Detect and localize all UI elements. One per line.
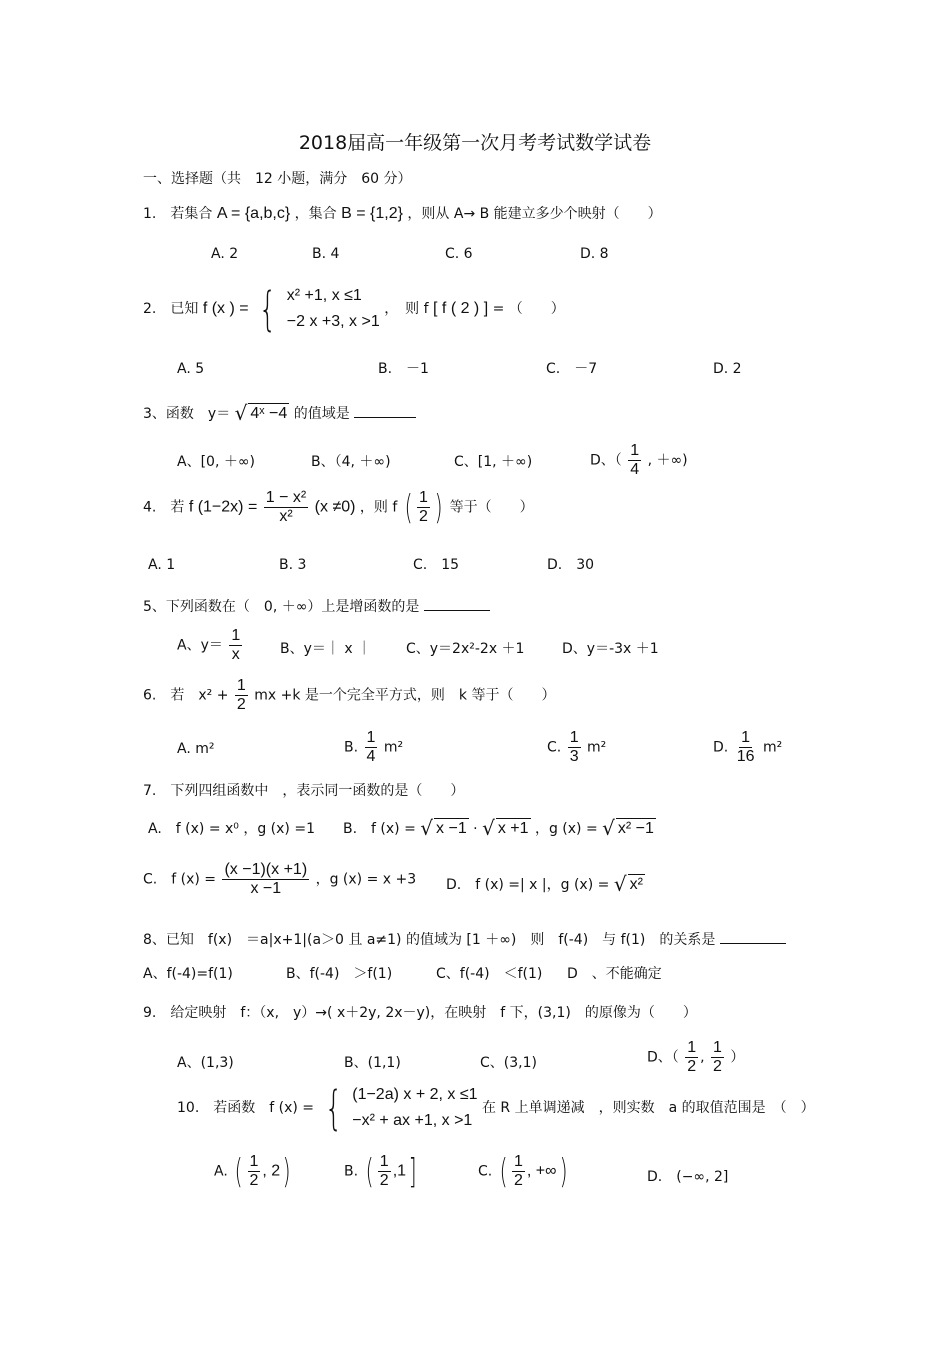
q4-option-a: A. 1: [148, 557, 176, 573]
fraction: $\frac{1}{4}$: [366, 729, 376, 765]
fraction: $\frac{1}{2}$: [419, 489, 428, 525]
q7-option-a: A. f (x) = x⁰ ，g (x) =1: [148, 821, 315, 837]
fraction: $\frac{1}{16}$: [736, 729, 755, 765]
fraction: $\frac{1}{2}$: [687, 1039, 697, 1075]
q8-option-a: A、f(-4)=f(1): [143, 966, 233, 982]
q1-option-c: C. 6: [445, 246, 473, 262]
question-1: 1. 若集合 A = {a,b,c} ，集合 B = {1,2} ，则从 A→ B 能建立多少个映射（ ）: [143, 205, 662, 222]
q6-option-b: B. $\frac{1}{4}$ m²: [344, 729, 404, 765]
q5-option-a: A、y＝ $\frac{1}{x}$: [177, 627, 241, 663]
question-8: 8、已知 f(x) ＝a|x+1|(a＞0 且 a≠1) 的值域为 [1 ＋∞) 则 f(-4) 与 f(1) 的关系是: [143, 929, 786, 949]
question-5: 5、下列函数在（ 0, ＋∞）上是增函数的是: [143, 596, 490, 616]
q10-option-c: C. ( $\frac{1}{2}$ , +∞): [478, 1151, 568, 1192]
q6-option-a: A. m²: [177, 741, 215, 757]
sqrt-icon: √: [482, 816, 495, 840]
answer-blank: [424, 596, 490, 611]
outer-brackets: [ f ( 2 ) ]: [433, 300, 489, 317]
q3-option-a: A、[0, ＋∞): [177, 454, 255, 470]
q1-option-d: D. 8: [580, 246, 609, 262]
sqrt-icon: √: [234, 401, 248, 425]
q7-option-b: B. f (x) = √ x −1 · √ x +1 ，g (x) = √ x² −1: [343, 816, 654, 840]
piecewise-cases: x² +1, x ≤1 −2 x +3, x >1: [286, 287, 380, 330]
fraction: $\frac{1}{2}$: [379, 1153, 389, 1189]
q3-option-b: B、（4, ＋∞): [311, 454, 391, 470]
section-heading: 一、选择题（共 12 小题，满分 60 分）: [143, 171, 412, 187]
piecewise-cases: (1−2a) x + 2, x ≤1 −x² + ax +1, x >1: [352, 1086, 478, 1129]
q9-option-c: C、(3,1): [480, 1055, 537, 1071]
question-7: 7. 下列四组函数中 ，表示同一函数的是（ ）: [143, 783, 465, 799]
q2-option-c: C. －7: [546, 361, 598, 377]
q9-option-d: D、（ $\frac{1}{2}$ , $\frac{1}{2}$ ）: [647, 1039, 745, 1075]
q8-option-c: C、f(-4) ＜f(1): [436, 966, 543, 982]
sqrt-icon: √: [420, 816, 434, 840]
fraction: $\frac{1}{3}$: [569, 729, 579, 765]
exam-title: 2018届高一年级第一次月考考试数学试卷: [298, 132, 652, 154]
fraction: $\frac{1}{2}$: [236, 677, 246, 713]
q6-option-c: C. $\frac{1}{3}$ m²: [547, 729, 607, 765]
q2-option-d: D. 2: [713, 361, 742, 377]
q5-option-c: C、y＝2x²-2x ＋1: [406, 641, 525, 657]
q10-option-d: D. (−∞, 2]: [647, 1169, 729, 1185]
question-3: 3、函数 y＝ √ 4ˣ −4 的值域是: [143, 403, 416, 424]
question-2: 2. 已知 f (x ) = { x² +1, x ≤1 −2 x +3, x >1 ， 则 f [ f ( 2 ) ] = （ ）: [143, 282, 565, 336]
sqrt-icon: √: [602, 816, 615, 840]
q5-option-d: D、y＝-3x ＋1: [562, 641, 659, 657]
q1-option-b: B. 4: [312, 246, 340, 262]
fraction: $\frac{1}{2}$: [713, 1039, 722, 1075]
q9-option-a: A、(1,3): [177, 1055, 234, 1071]
fraction: $\frac{1}{x}$: [231, 627, 241, 663]
q2-option-b: B. －1: [378, 361, 429, 377]
fraction: $\frac{1}{2}$: [513, 1153, 523, 1189]
left-brace: {: [324, 1081, 342, 1135]
question-6: 6. 若 x² + $\frac{1}{2}$ mx +k 是一个完全平方式，则 k 等于（ ）: [143, 677, 556, 713]
question-9: 9. 给定映射 f：（x, y）→( x＋2y, 2x－y)，在映射 f 下，(3,1) 的原像为（ ）: [143, 1005, 697, 1021]
sqrt-icon: √: [613, 872, 627, 896]
q9-option-b: B、(1,1): [344, 1055, 401, 1071]
q4-option-d: D. 30: [547, 557, 595, 573]
q10-option-a: A. ( $\frac{1}{2}$ , 2): [214, 1151, 291, 1192]
answer-blank: [354, 403, 416, 418]
q3-option-d: D、（ $\frac{1}{4}$ , ＋∞): [590, 442, 688, 478]
left-brace: {: [258, 282, 277, 336]
q8-option-d: D 、不能确定: [567, 966, 662, 982]
fraction: $\frac{(x -1)(x +1)}{x -1}$: [224, 861, 308, 897]
q2-option-a: A. 5: [177, 361, 205, 377]
q1-option-a: A. 2: [211, 246, 239, 262]
q7-option-c: C. f (x) = $\frac{(x -1)(x +1)}{x -1}$ ，g (x) = x +3: [143, 861, 417, 897]
fraction: $\frac{\text{1 − x²}}{\text{x²}}$: [265, 489, 307, 525]
question-4: 4. 若 f (1−2x) = $\frac{\text{1 − x²}}{\text{x²}}$ (x ≠0) ，则 f ( $\frac{1}{2}$ ) 等于（ ）: [143, 487, 534, 528]
question-10: 10. 若函数 f (x) = { (1−2a) x + 2, x ≤1 −x² + ax +1, x >1 在 R 上单调递减 ，则实数 a 的取值范围是 （ ）: [177, 1081, 815, 1135]
answer-blank: [720, 929, 786, 944]
q4-option-c: C. 15: [413, 557, 460, 573]
fraction: $\frac{1}{4}$: [630, 442, 640, 478]
q8-option-b: B、f(-4) ＞f(1): [286, 966, 393, 982]
q6-option-d: D. $\frac{1}{16}$ m²: [713, 729, 783, 765]
q3-option-c: C、[1, ＋∞): [454, 454, 533, 470]
fraction: $\frac{1}{2}$: [249, 1153, 259, 1189]
q10-option-b: B. ( $\frac{1}{2}$ ,1]: [344, 1151, 417, 1192]
q4-option-b: B. 3: [279, 557, 307, 573]
q7-option-d: D. f (x) =| x |，g (x) = √ x²: [446, 872, 643, 896]
q5-option-b: B、y＝｜ x ｜: [280, 641, 372, 657]
